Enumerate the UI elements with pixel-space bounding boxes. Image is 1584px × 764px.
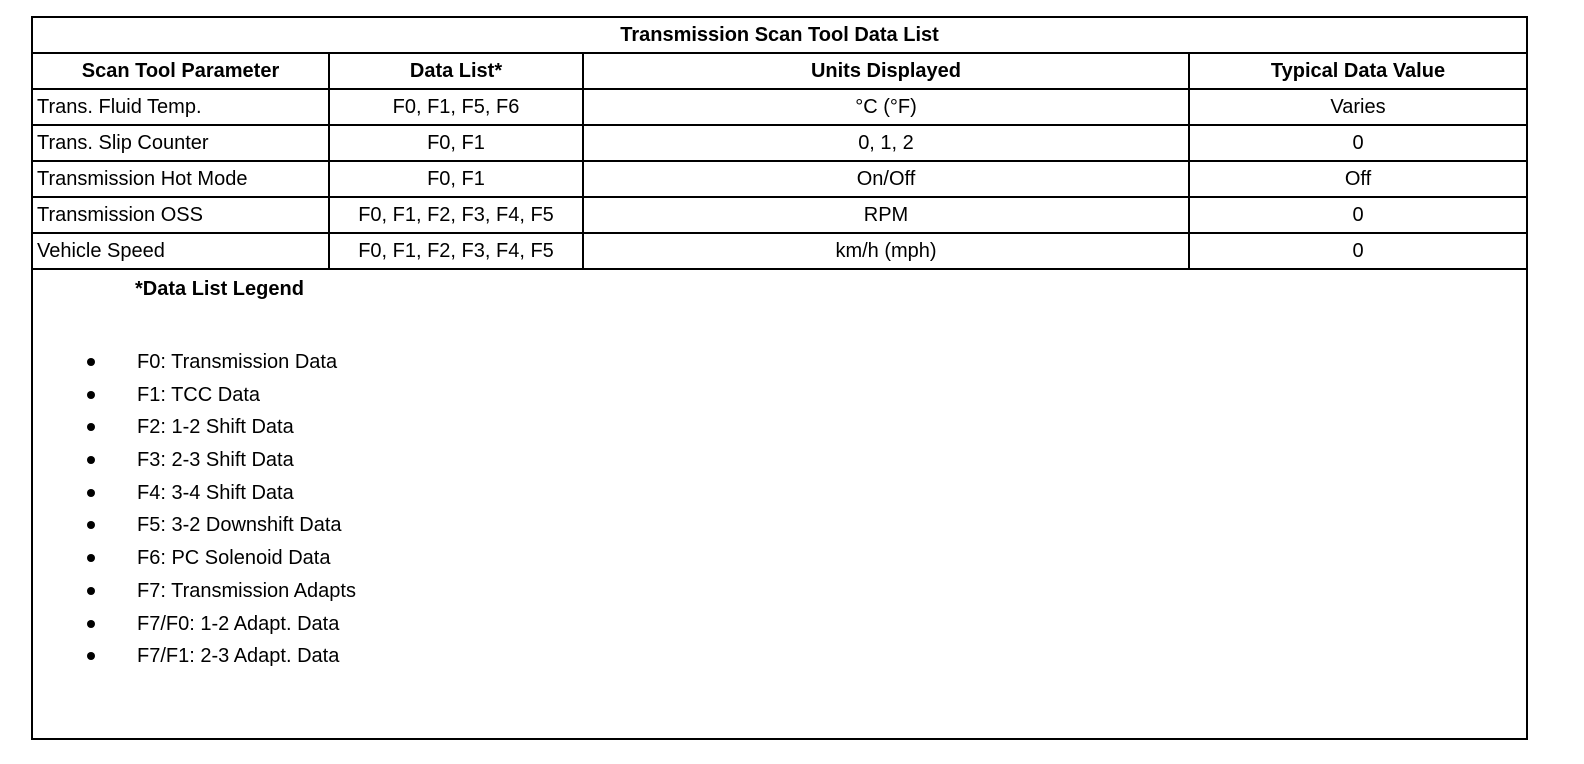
list-item [33, 608, 1526, 641]
legend-item-label: F0: Transmission Data [137, 351, 338, 373]
list-item [33, 379, 1526, 412]
typical-value-cell: 0 [1189, 233, 1526, 269]
list-item [33, 509, 1526, 542]
bullet-icon [87, 423, 95, 431]
bullet-icon [87, 620, 95, 628]
legend-item-label: F6: PC Solenoid Data [137, 547, 331, 570]
typical-value-cell: Varies [1189, 89, 1526, 125]
list-item [33, 640, 1526, 673]
parameter-cell: Trans. Slip Counter [33, 125, 329, 161]
bullet-icon [87, 489, 95, 497]
list-item [33, 411, 1526, 444]
legend-title: *Data List Legend [135, 278, 304, 300]
bullet-icon [87, 652, 95, 660]
scan-tool-data-table [33, 18, 1526, 270]
data-list-cell: F0, F1 [329, 161, 583, 197]
data-list-cell: F0, F1, F2, F3, F4, F5 [329, 233, 583, 269]
bullet-icon [87, 456, 95, 464]
legend-list [33, 346, 1526, 673]
header-scan-tool-parameter: Scan Tool Parameter [33, 53, 329, 89]
units-cell: On/Off [583, 161, 1189, 197]
header-data-list: Data List* [329, 53, 583, 89]
list-item [33, 477, 1526, 510]
table-title-row [33, 18, 1526, 53]
legend-item-label: F4: 3-4 Shift Data [137, 481, 294, 504]
parameter-cell: Vehicle Speed [33, 233, 329, 269]
header-units-displayed: Units Displayed [583, 53, 1189, 89]
legend-item-label: F1: TCC Data [137, 383, 260, 406]
legend-item-label: F5: 3-2 Downshift Data [137, 514, 342, 537]
units-cell: RPM [583, 197, 1189, 233]
legend-item-label: F7: Transmission Adapts [137, 579, 356, 602]
legend-item-label: F7/F0: 1-2 Adapt. Data [137, 612, 340, 635]
legend-item-label: F3: 2-3 Shift Data [137, 449, 294, 472]
list-item [33, 542, 1526, 575]
data-list-sheet [31, 16, 1528, 740]
data-list-cell: F0, F1, F5, F6 [329, 89, 583, 125]
typical-value-cell: 0 [1189, 197, 1526, 233]
data-list-cell: F0, F1 [329, 125, 583, 161]
bullet-icon [87, 554, 95, 562]
units-cell: 0, 1, 2 [583, 125, 1189, 161]
parameter-cell: Trans. Fluid Temp. [33, 89, 329, 125]
bullet-icon [87, 587, 95, 595]
units-cell: °C (°F) [583, 89, 1189, 125]
bullet-icon [87, 358, 95, 366]
list-item [33, 346, 1526, 379]
parameter-cell: Transmission OSS [33, 197, 329, 233]
bullet-icon [87, 391, 95, 399]
table-row [33, 197, 1526, 233]
data-list-legend [33, 270, 1526, 673]
data-list-cell: F0, F1, F2, F3, F4, F5 [329, 197, 583, 233]
bullet-icon [87, 521, 95, 529]
table-title: Transmission Scan Tool Data List [33, 18, 1526, 53]
header-typical-data-value: Typical Data Value [1189, 53, 1526, 89]
legend-item-label: F7/F1: 2-3 Adapt. Data [137, 645, 340, 668]
units-cell: km/h (mph) [583, 233, 1189, 269]
table-row [33, 125, 1526, 161]
legend-item-label: F2: 1-2 Shift Data [137, 416, 294, 439]
table-row [33, 161, 1526, 197]
parameter-cell: Transmission Hot Mode [33, 161, 329, 197]
table-row [33, 233, 1526, 269]
typical-value-cell: 0 [1189, 125, 1526, 161]
list-item [33, 575, 1526, 608]
typical-value-cell: Off [1189, 161, 1526, 197]
table-header-row [33, 53, 1526, 89]
list-item [33, 444, 1526, 477]
table-row [33, 89, 1526, 125]
